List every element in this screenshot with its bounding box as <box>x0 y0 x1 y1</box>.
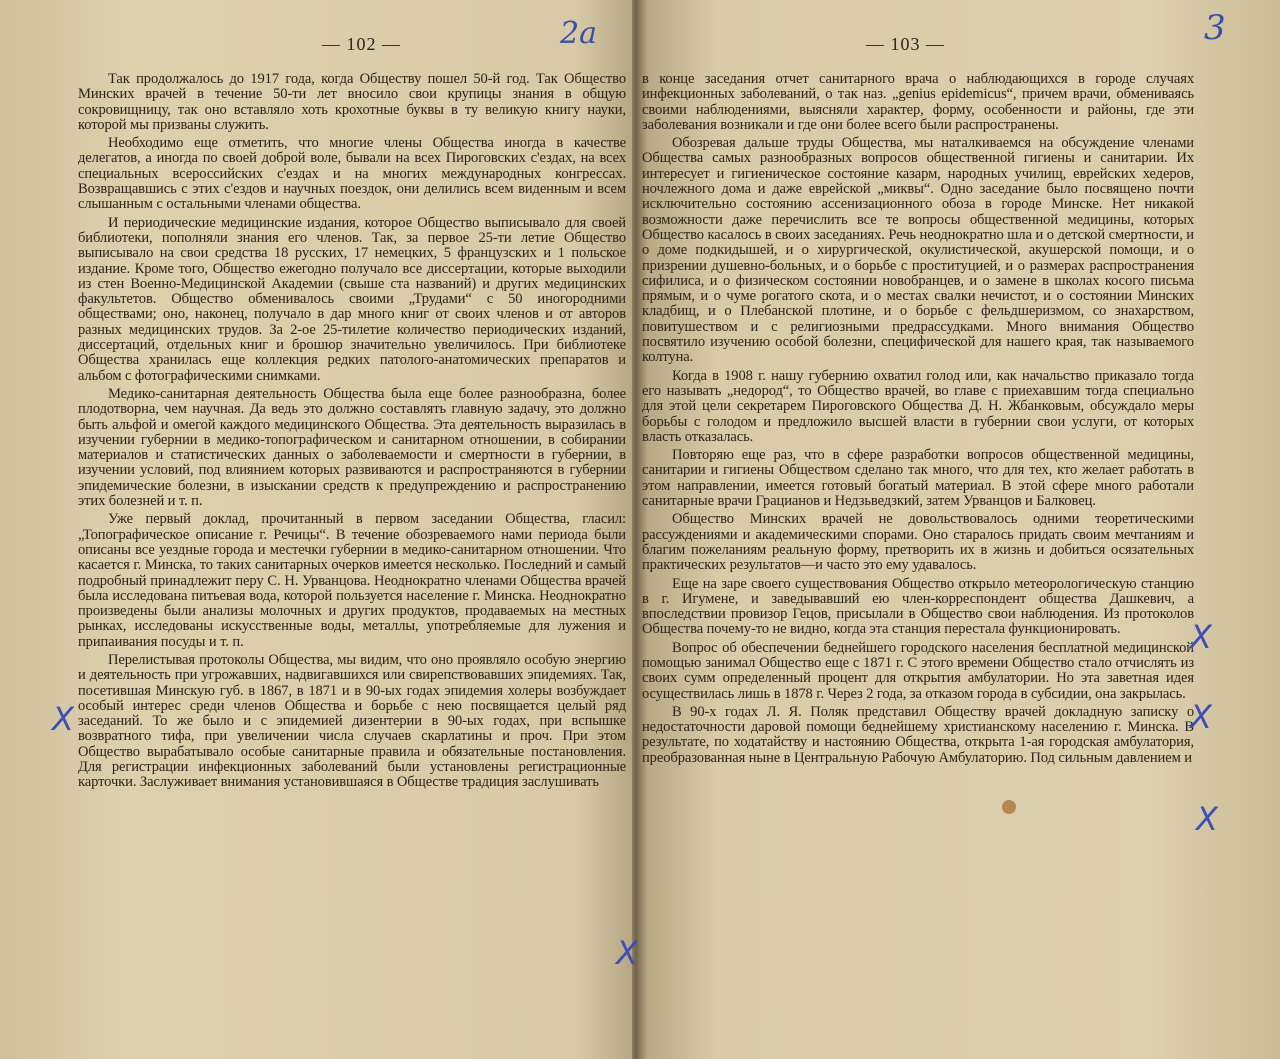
paragraph: В 90-х годах Л. Я. Поляк представил Обществу врачей докладную записку о недостаточности даровой помощи беднейшему христианскому населению г. Минска. В результате, по ходатайству и настоянию Общества, открыта 1-ая городская амбулатория, преобразованная ныне в Центральную Рабочую Амбулаторию. Под сильным давлением и <box>642 703 1194 766</box>
paragraph: Уже первый доклад, прочитанный в первом заседании Общества, гласил: „Топографическое описание г. Речицы“. В течение обозреваемого нами периода были описаны все уездные города и местечки губернии в медико-санитарном отношении. Что касается г. Минска, то таких санитарных очерков имеется несколько. Последний и самый подробный принадлежит перу С. Н. Урванцова. Неоднократно членами Общества врачей была исследована питьевая вода, которой пользуется население г. Минска. Неоднократно произведены были анализы молочных и других продуктов, продаваемых на местных рынках, исследованы искусственные воды, металлы, употребляемые для лужения и припаивания посуды и т. п. <box>78 511 626 650</box>
margin-x-mark: X <box>616 934 638 972</box>
left-page <box>0 0 634 1059</box>
paragraph: И периодические медицинские издания, которое Общество выписывало для своей библиотеки, пополняли знания его членов. Так, за первое 25-ти летие Общество выписывало на свои средства 18 русских, 17 немецких, 5 французских и 1 польское издание. Кроме того, Общество ежегодно получало все диссертации, которые выходили из стен Военно-Медицинской Академии (свыше ста названий) и других медицинских факультетов. Общество обменивалось своими „Трудами“ с 50 иногородними обществами; оно, наконец, получало в дар много книг от своих членов и от авторов разных медицинских трудов. За 2-ое 25-тилетие количество периодических изданий, диссертаций, отдельных книг и брошюр значительно увеличилось. При библиотеке Общества хранилась еще коллекция редких патолого-анатомических препаратов и альбом с фотографическими снимками. <box>78 214 626 384</box>
book-fold <box>632 0 640 1059</box>
paragraph: Необходимо еще отметить, что многие члены Общества иногда в качестве делегатов, а иногда по своей доброй воле, бывали на всех Пироговских с'ездах, на всех специальных всероссийских с'ездах и на многих международных конгрессах. Возвращавшись с этих с'ездов и научных поездок, они делились всем виденным и всем слышанным с остальными членами общества. <box>78 135 626 213</box>
margin-x-mark: X <box>1196 800 1218 838</box>
page-number-right: — 103 — <box>866 34 945 54</box>
right-page-text <box>642 72 1194 766</box>
paragraph: Еще на заре своего существования Общество открыло метеорологическую станцию в г. Игумене, и заведывавший ею член-корреспондент общества Дашкевич, а впоследствии провизор Гецов, присылали в Общество свои наблюдения. Из протоколов Общества почему-то не видно, когда эта станция перестала функционировать. <box>642 575 1194 638</box>
margin-x-mark: X <box>1190 698 1212 736</box>
paragraph: Обозревая дальше труды Общества, мы наталкиваемся на обсуждение членами Общества самых разнообразных вопросов общественной гигиены и санитарии. Их интересует и гигиеническое состояние казарм, народных училищ, еврейских хедеров, ночлежного дома и даже еврейской „миквы“. Одно заседание было посвящено почти исключительно состоянию ассенизационного обоза в городе Минске. Нет никакой возможности даже перечислить все те вопросы общественной медицины, которых Общество касалось в своих заседаниях. Речь неоднократно шла и о детской смертности, и о доме подкидышей, и о хирургической, окулистической, акушерской помощи, и о призрении душевно-больных, и о борьбе с проституцией, и о размерах распространения сифилиса, и о физическом состоянии новобранцев, и о замене в школах косого письма прямым, и о чуме рогатого скота, и о местах свалки нечистот, и о состоянии Минских кладбищ, и о Плебанской плотине, и о борьбе с фельдшеризмом, со знахарством, повитушеством и с религиозными предрассудками. Много внимания Общество посвятило изучению особой болезни, специфической для нашего края, так называемого колтуна. <box>642 135 1194 366</box>
paragraph: Перелистывая протоколы Общества, мы видим, что оно проявляло особую энергию и деятельность при угрожавших, надвигавшихся или свирепствовавших эпидемиях. Так, посетившая Минскую губ. в 1867, в 1871 и в 90-ых годах эпидемия холеры возбуждает особый интерес среди членов Общества и борьбе с нею посвящается целый ряд заседаний. То же было и с эпидемией дизентерии в 90-ых годах, при вспышке возвратного тифа, при увеличении числа случаев скарлатины и проч. При этом Общество вырабатывало особые санитарные правила и обязательные постановления. Для регистрации инфекционных заболеваний были установлены регистрационные карточки. Заслуживает внимания установившаяся в Обществе традиция заслушивать <box>78 651 626 791</box>
left-page-text <box>78 72 626 791</box>
margin-x-mark: X <box>52 700 74 738</box>
right-page <box>640 0 1280 1059</box>
paragraph: Когда в 1908 г. нашу губернию охватил голод или, как начальство приказало тогда его называть „недород“, то Общество врачей, во главе с приехавшим тогда специально для этой цели секретарем Пироговского Общества Д. Н. Жбанковым, обсуждало меры борьбы с голодом и предложило высшей власти в губернии свои услуги, от которых власть отказалась. <box>642 367 1194 445</box>
paragraph: Повторяю еще раз, что в сфере разработки вопросов общественной медицины, санитарии и гигиены Обществом сделано так много, что для тех, кто желает работать в этом направлении, имеется готовый богатый материал. В этой сфере много работали санитарные врачи Грацианов и Недзьведзкий, затем Урванцов и Балковец. <box>642 447 1194 510</box>
paragraph: Общество Минских врачей не довольствовалось одними теоретическими рассуждениями и академическими спорами. Оно старалось придать своим мечтаниям и благим пожеланиям реальную форму, претворить их в жизнь и добиться осязательных практических результатов—и часто это ему удавалось. <box>642 511 1194 574</box>
margin-x-mark: X <box>1190 618 1212 656</box>
handwritten-page-note-left: 2a <box>560 16 597 51</box>
page-number-left: — 102 — <box>322 34 401 54</box>
paragraph: Вопрос об обеспечении беднейшего городского населения бесплатной медицинской помощью занимал Общество еще с 1871 г. С этого времени Общество стало отчислять из своих сумм определенный процент для открытия амбулатории. Но эта заветная идея осуществилась лишь в 1878 г. Через 2 года, за отказом города в субсидии, она закрылась. <box>642 639 1194 702</box>
paragraph: в конце заседания отчет санитарного врача о наблюдающихся в городе случаях инфекционных заболеваний, о так наз. „genius epidemicus“, причем врачи, обмениваясь своими наблюдениями, выясняли характер, форму, особенности и районы, где эти заболевания возникали и где они более всего были распространены. <box>642 71 1194 133</box>
paragraph: Медико-санитарная деятельность Общества была еще более разнообразна, более плодотворна, чем научная. Да ведь это должно составлять главную задачу, это должно быть альфой и омегой каждого медицинского Общества. Эта деятельность выразилась в изучении губернии в медико-топографическом и санитарном отношении, в собирании материалов и статистических данных о заболеваемости и смертности в губернии, в изучении условий, под влиянием которых развиваются и распространяются в губернии эпидемические болезни, в изыскании средств к предупреждению и распространению этих болезней и т. п. <box>78 385 626 510</box>
paragraph: Так продолжалось до 1917 года, когда Обществу пошел 50-й год. Так Общество Минских врачей в течение 50-ти лет вносило свои крупицы знания в общую сокровищницу, так оно вставляло хоть крохотные буквы в ту великую книгу науки, которой мы призваны служить. <box>78 71 626 133</box>
ink-stain <box>1002 800 1016 814</box>
handwritten-page-note-right: 3 <box>1204 8 1226 48</box>
